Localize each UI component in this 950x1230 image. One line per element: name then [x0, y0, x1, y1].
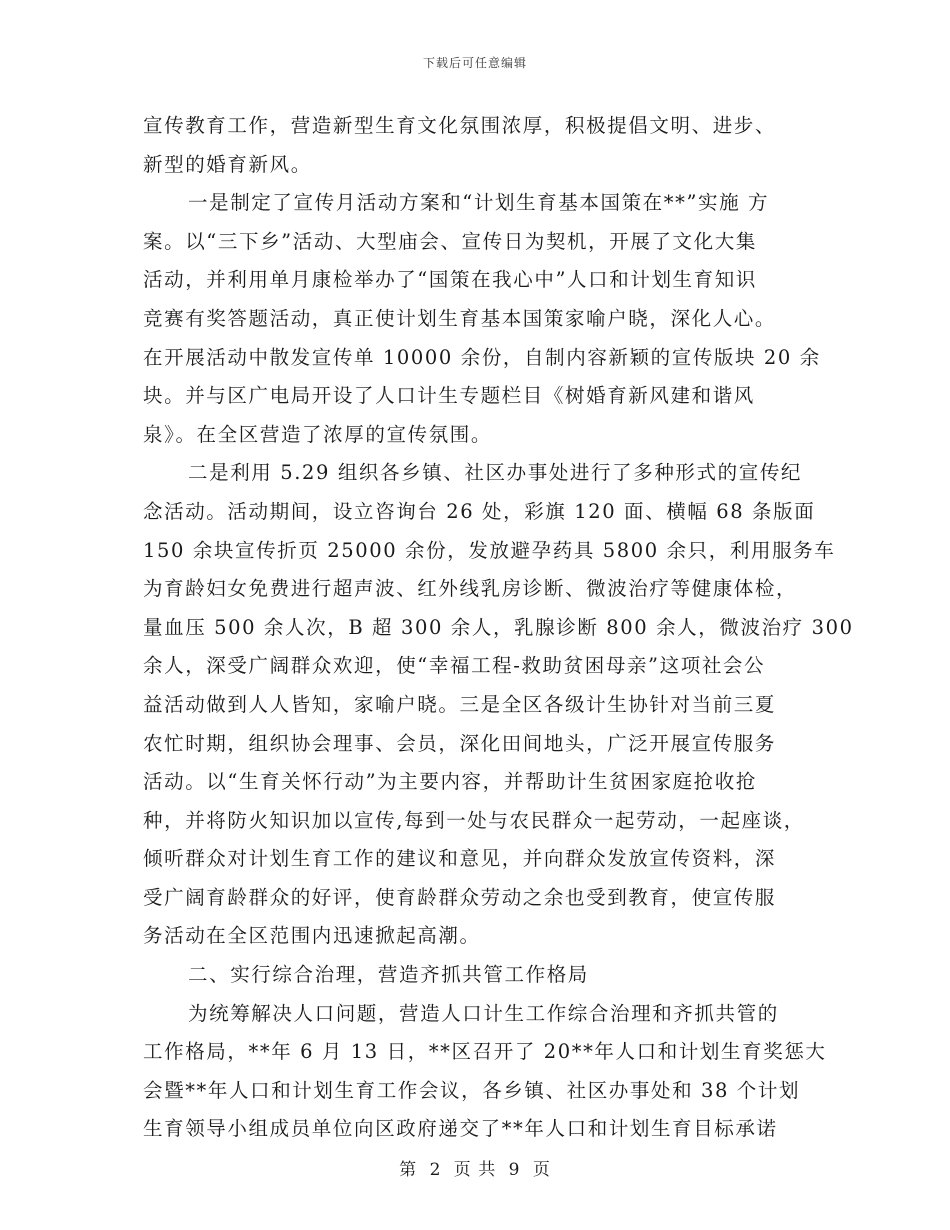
- page-header-note: 下载后可任意编辑: [422, 56, 527, 70]
- body-line: 宣传教育工作，营造新型生育文化氛围浓厚，积极提倡文明、进步、: [143, 114, 777, 137]
- body-line: 会暨**年人口和计划生育工作会议，各乡镇、社区办事处和 38 个计划: [143, 1078, 801, 1102]
- body-line: 倾听群众对计划生育工作的建议和意见，并向群众发放宣传资料，深: [143, 847, 777, 871]
- body-line: 生育领导小组成员单位向区政府递交了**年人口和计划生育目标承诺: [143, 1117, 778, 1141]
- body-line: 泉》。在全区营造了浓厚的宣传氛围。: [143, 422, 492, 446]
- body-line: 农忙时期，组织协会理事、会员，深化田间地头，广泛开展宣传服务: [143, 731, 777, 755]
- body-line: 活动，并利用单月康检举办了“国策在我心中”人口和计划生育知识: [143, 268, 757, 292]
- footer-middle: 页 共: [453, 1160, 497, 1180]
- paragraph-start-line: 一是制定了宣传月活动方案和“计划生育基本国策在**”实施 方: [188, 191, 770, 215]
- paragraph-start-line: 为统筹解决人口问题，营造人口计生工作综合治理和齐抓共管的: [188, 1001, 779, 1025]
- body-line: 余人，深受广阔群众欢迎，使“幸福工程-救助贫困母亲”这项社会公: [143, 654, 766, 678]
- body-line: 块。并与区广电局开设了人口计生专题栏目《树婚育新风建和谐风: [143, 384, 755, 408]
- paragraph-start-line: 二是利用 5.29 组织各乡镇、社区办事处进行了多种形式的宣传纪: [188, 461, 803, 485]
- footer-page-number: 2: [429, 1160, 442, 1180]
- footer-suffix: 页: [532, 1160, 551, 1180]
- body-line: 益活动做到人人皆知，家喻户晓。三是全区各级计生协针对当前三夏: [143, 692, 777, 716]
- body-line: 案。以“三下乡”活动、大型庙会、宣传日为契机，开展了文化大集: [143, 229, 757, 253]
- body-text: [143, 107, 854, 1149]
- body-line: 种，并将防火知识加以宣传,每到一处与农民群众一起劳动，一起座谈，: [143, 808, 805, 832]
- body-line: 工作格局，**年 6 月 13 日，**区召开了 20**年人口和计划生育奖惩大: [143, 1040, 827, 1064]
- footer-total-pages: 9: [508, 1160, 521, 1180]
- body-line: 150 余块宣传折页 25000 余份，发放避孕药具 5800 余只，利用服务车: [143, 538, 836, 562]
- body-line: 受广阔育龄群众的好评，使育龄群众劳动之余也受到教育，使宣传服: [143, 885, 777, 909]
- body-line: 务活动在全区范围内迅速掀起高潮。: [143, 924, 481, 948]
- body-line: 念活动。活动期间，设立咨询台 26 处，彩旗 120 面、横幅 68 条版面: [143, 499, 816, 523]
- footer-prefix: 第: [399, 1160, 418, 1180]
- body-line: 为育龄妇女免费进行超声波、红外线乳房诊断、微波治疗等健康体检，: [143, 577, 798, 601]
- body-line: 新型的婚育新风。: [143, 152, 312, 176]
- body-line: 在开展活动中散发宣传单 10000 余份，自制内容新颖的宣传版块 20 余: [143, 345, 821, 369]
- section-heading: 二、实行综合治理，营造齐抓共管工作格局: [188, 963, 589, 987]
- body-line: 竞赛有奖答题活动，真正使计划生育基本国策家喻户晓，深化人心。: [143, 306, 777, 330]
- body-line: 量血压 500 余人次，B 超 300 余人，乳腺诊断 800 余人，微波治疗 300: [143, 615, 854, 639]
- page-footer: [0, 1155, 950, 1180]
- body-line: 活动。以“生育关怀行动”为主要内容，并帮助计生贫困家庭抢收抢: [143, 770, 757, 794]
